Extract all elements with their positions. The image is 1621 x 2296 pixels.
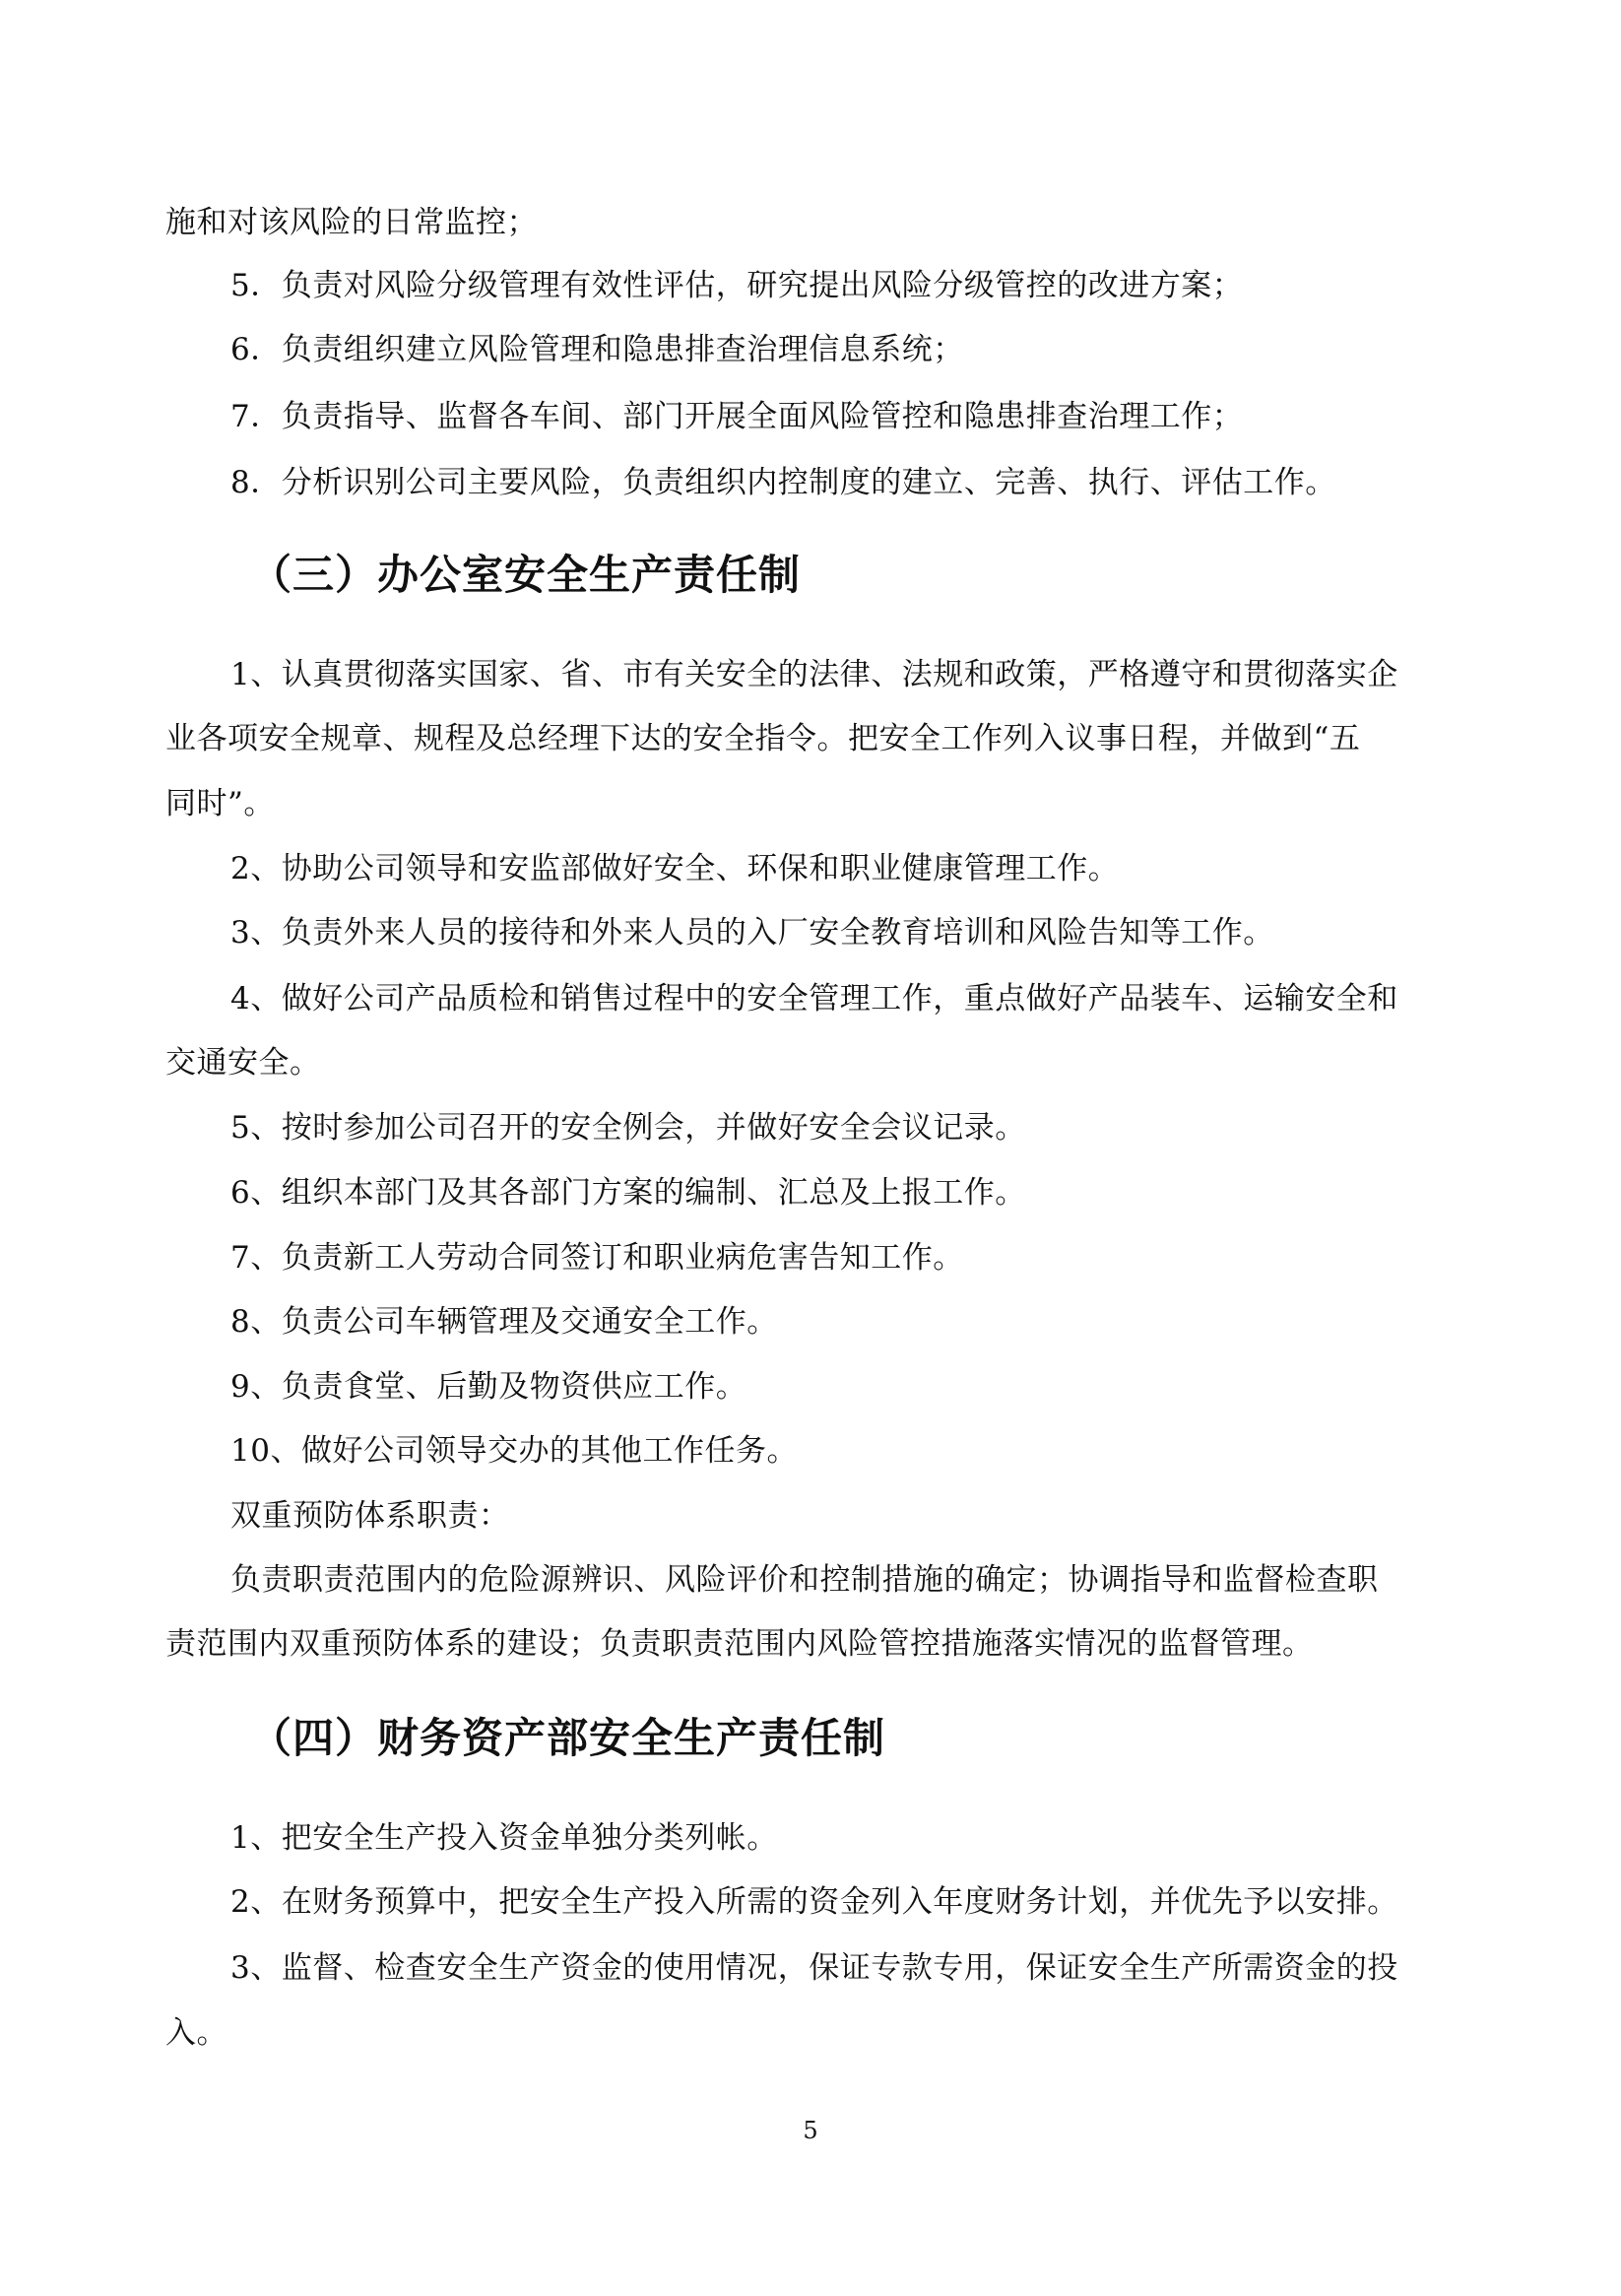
paragraph-line: 双重预防体系职责： bbox=[230, 1498, 510, 1534]
paragraph-line: 3、负责外来人员的接待和外来人员的入厂安全教育培训和风险告知等工作。 bbox=[230, 915, 1274, 951]
section-heading: （四）财务资产部安全生产责任制 bbox=[250, 1714, 886, 1762]
paragraph-line: 业各项安全规章、规程及总经理下达的安全指令。把安全工作列入议事日程，并做到“五 bbox=[165, 721, 1361, 756]
paragraph-line: 责范围内双重预防体系的建设；负责职责范围内风险管控措施落实情况的监督管理。 bbox=[165, 1626, 1314, 1662]
paragraph-line: 入。 bbox=[165, 2015, 227, 2051]
paragraph-line: 7、负责新工人劳动合同签订和职业病危害告知工作。 bbox=[230, 1240, 964, 1276]
list-item: 6．负责组织建立风险管理和隐患排查治理信息系统； bbox=[230, 332, 964, 367]
paragraph-line: 2、协助公司领导和安监部做好安全、环保和职业健康管理工作。 bbox=[230, 851, 1120, 886]
paragraph-line: 负责职责范围内的危险源辨识、风险评价和控制措施的确定；协调指导和监督检查职 bbox=[230, 1562, 1379, 1598]
paragraph-line: 5、按时参加公司召开的安全例会，并做好安全会议记录。 bbox=[230, 1110, 1026, 1146]
paragraph-line: 1、把安全生产投入资金单独分类列帐。 bbox=[230, 1820, 778, 1856]
paragraph-line: 同时”。 bbox=[165, 786, 275, 821]
paragraph-line: 8、负责公司车辆管理及交通安全工作。 bbox=[230, 1304, 778, 1340]
paragraph-line: 10、做好公司领导交办的其他工作任务。 bbox=[230, 1433, 798, 1469]
paragraph-line: 9、负责食堂、后勤及物资供应工作。 bbox=[230, 1369, 747, 1405]
list-item: 8．分析识别公司主要风险，负责组织内控制度的建立、完善、执行、评估工作。 bbox=[230, 465, 1336, 500]
paragraph-line: 1、认真贯彻落实国家、省、市有关安全的法律、法规和政策，严格遵守和贯彻落实企 bbox=[230, 657, 1398, 692]
list-item: 7．负责指导、监督各车间、部门开展全面风险管控和隐患排查治理工作； bbox=[230, 399, 1244, 434]
continued-text: 施和对该风险的日常监控； bbox=[165, 205, 538, 240]
paragraph-line: 2、在财务预算中，把安全生产投入所需的资金列入年度财务计划，并优先予以安排。 bbox=[230, 1884, 1398, 1920]
paragraph-line: 交通安全。 bbox=[165, 1045, 321, 1081]
section-heading: （三）办公室安全生产责任制 bbox=[250, 551, 802, 599]
page-number: 5 bbox=[803, 2117, 818, 2144]
paragraph-line: 3、监督、检查安全生产资金的使用情况，保证专款专用，保证安全生产所需资金的投 bbox=[230, 1950, 1398, 1986]
paragraph-line: 4、做好公司产品质检和销售过程中的安全管理工作，重点做好产品装车、运输安全和 bbox=[230, 981, 1398, 1017]
paragraph-line: 6、组织本部门及其各部门方案的编制、汇总及上报工作。 bbox=[230, 1175, 1026, 1211]
list-item: 5．负责对风险分级管理有效性评估，研究提出风险分级管控的改进方案； bbox=[230, 268, 1244, 303]
